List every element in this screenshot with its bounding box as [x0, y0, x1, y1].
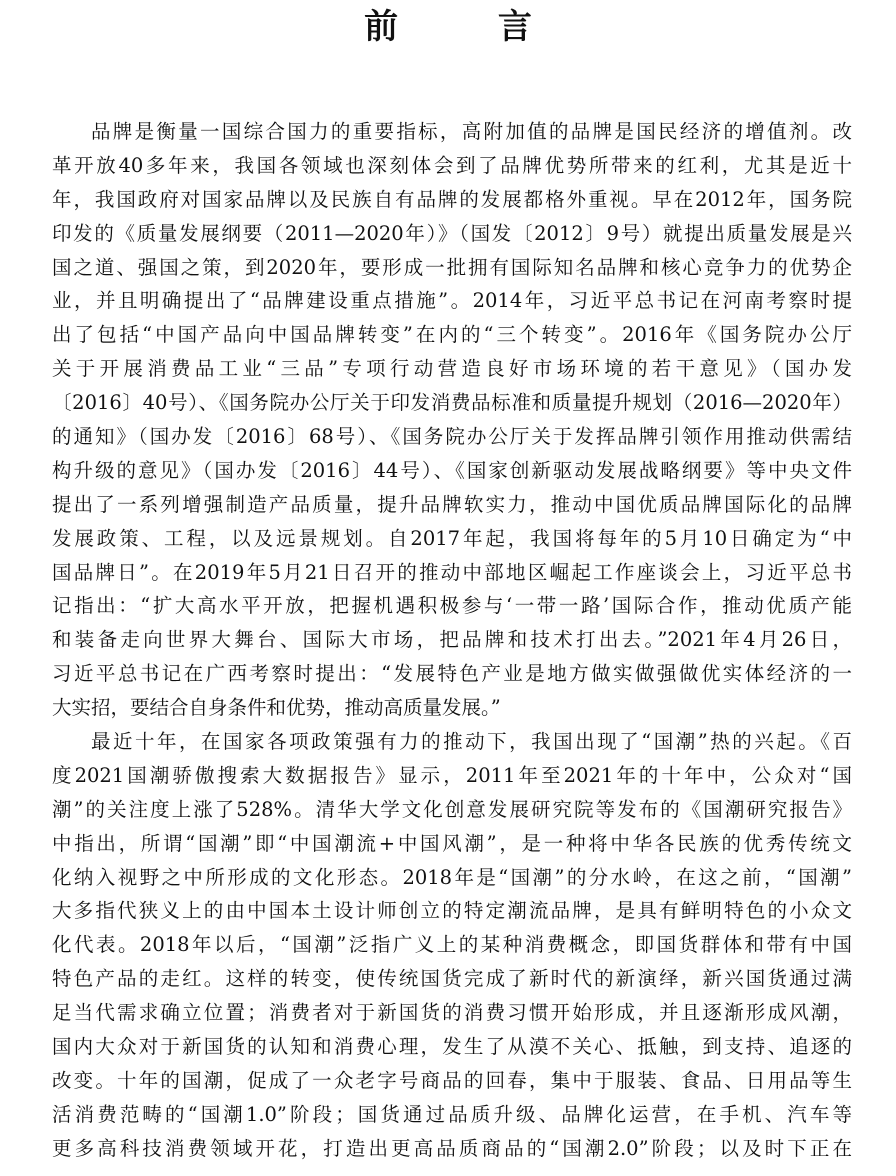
text-line: 〔2016〕40号）、《国务院办公厅关于印发消费品标准和质量提升规划（2016—2020年） — [52, 391, 852, 415]
text-line: 关于开展消费品工业“三品”专项行动营造良好市场环境的若干意见》（国办发 — [52, 357, 852, 381]
text-line: 出了包括“中国产品向中国品牌转变”在内的“三个转变”。2016年《国务院办公厅 — [52, 323, 852, 347]
text-line: 国之道、强国之策，到2020年，要形成一批拥有国际知名品牌和核心竞争力的优势企 — [52, 255, 852, 279]
text-line: 大多指代狭义上的由中国本土设计师创立的特定潮流品牌，是具有鲜明特色的小众文 — [52, 899, 852, 923]
text-line: 提出了一系列增强制造产品质量，提升品牌软实力，推动中国优质品牌国际化的品牌 — [52, 492, 852, 516]
text-line: 更多高科技消费领域开花，打造出更高品质商品的“国潮2.0”阶段；以及时下正在 — [52, 1136, 852, 1160]
text-line: 和装备走向世界大舞台、国际大市场，把品牌和技术打出去。”2021年4月26日， — [52, 628, 852, 652]
text-line: 国品牌日”。在2019年5月21日召开的推动中部地区崛起工作座谈会上，习近平总书 — [52, 560, 852, 584]
text-line: 记指出：“扩大高水平开放，把握机遇积极参与‘一带一路’国际合作，推动优质产能 — [52, 594, 852, 618]
text-line: 革开放40多年来，我国各领域也深刻体会到了品牌优势所带来的红利，尤其是近十 — [52, 153, 852, 177]
text-line: 习近平总书记在广西考察时提出：“发展特色产业是地方做实做强做优实体经济的一 — [52, 662, 852, 686]
text-line: 潮”的关注度上涨了528%。清华大学文化创意发展研究院等发布的《国潮研究报告》 — [52, 797, 852, 821]
text-line: 的通知》（国办发〔2016〕68号）、《国务院办公厅关于发挥品牌引领作用推动供需结 — [52, 425, 852, 449]
text-line: 足当代需求确立位置；消费者对于新国货的消费习惯开始形成，并且逐渐形成风潮， — [52, 1001, 852, 1025]
text-line: 业，并且明确提出了“品牌建设重点措施”。2014年，习近平总书记在河南考察时提 — [52, 289, 852, 313]
text-line: 度2021国潮骄傲搜索大数据报告》显示，2011年至2021年的十年中，公众对“国 — [52, 763, 852, 787]
page-title: 前 言 — [364, 7, 576, 47]
text-line: 最近十年，在国家各项政策强有力的推动下，我国出现了“国潮”热的兴起。《百 — [91, 730, 852, 754]
text-line: 改变。十年的国潮，促成了一众老字号商品的回春，集中于服装、食品、日用品等生 — [52, 1068, 852, 1092]
text-line: 印发的《质量发展纲要（2011—2020年）》（国发〔2012〕9号）就提出质量发展是兴 — [52, 221, 852, 245]
text-line: 构升级的意见》（国办发〔2016〕44号）、《国家创新驱动发展战略纲要》等中央文件 — [52, 458, 852, 482]
text-line: 特色产品的走红。这样的转变，使传统国货完成了新时代的新演绎，新兴国货通过满 — [52, 967, 852, 991]
text-line: 发展政策、工程，以及远景规划。自2017年起，我国将每年的5月10日确定为“中 — [52, 526, 852, 550]
text-line: 年，我国政府对国家品牌以及民族自有品牌的发展都格外重视。早在2012年，国务院 — [52, 187, 852, 211]
text-line: 活消费范畴的“国潮1.0”阶段；国货通过品质升级、品牌化运营，在手机、汽车等 — [52, 1102, 852, 1126]
body-text — [52, 115, 852, 1166]
text-line: 化纳入视野之中所形成的文化形态。2018年是“国潮”的分水岭，在这之前，“国潮” — [52, 865, 852, 889]
text-line: 大实招，要结合自身条件和优势，推动高质量发展。” — [52, 696, 501, 720]
text-line: 化代表。2018年以后，“国潮”泛指广义上的某种消费概念，即国货群体和带有中国 — [52, 933, 852, 957]
text-line: 品牌是衡量一国综合国力的重要指标，高附加值的品牌是国民经济的增值剂。改 — [91, 120, 852, 143]
text-line: 中指出，所谓“国潮”即“中国潮流+中国风潮”，是一种将中华各民族的优秀传统文 — [52, 831, 852, 855]
text-line: 国内大众对于新国货的认知和消费心理，发生了从漠不关心、抵触，到支持、追逐的 — [52, 1035, 852, 1059]
